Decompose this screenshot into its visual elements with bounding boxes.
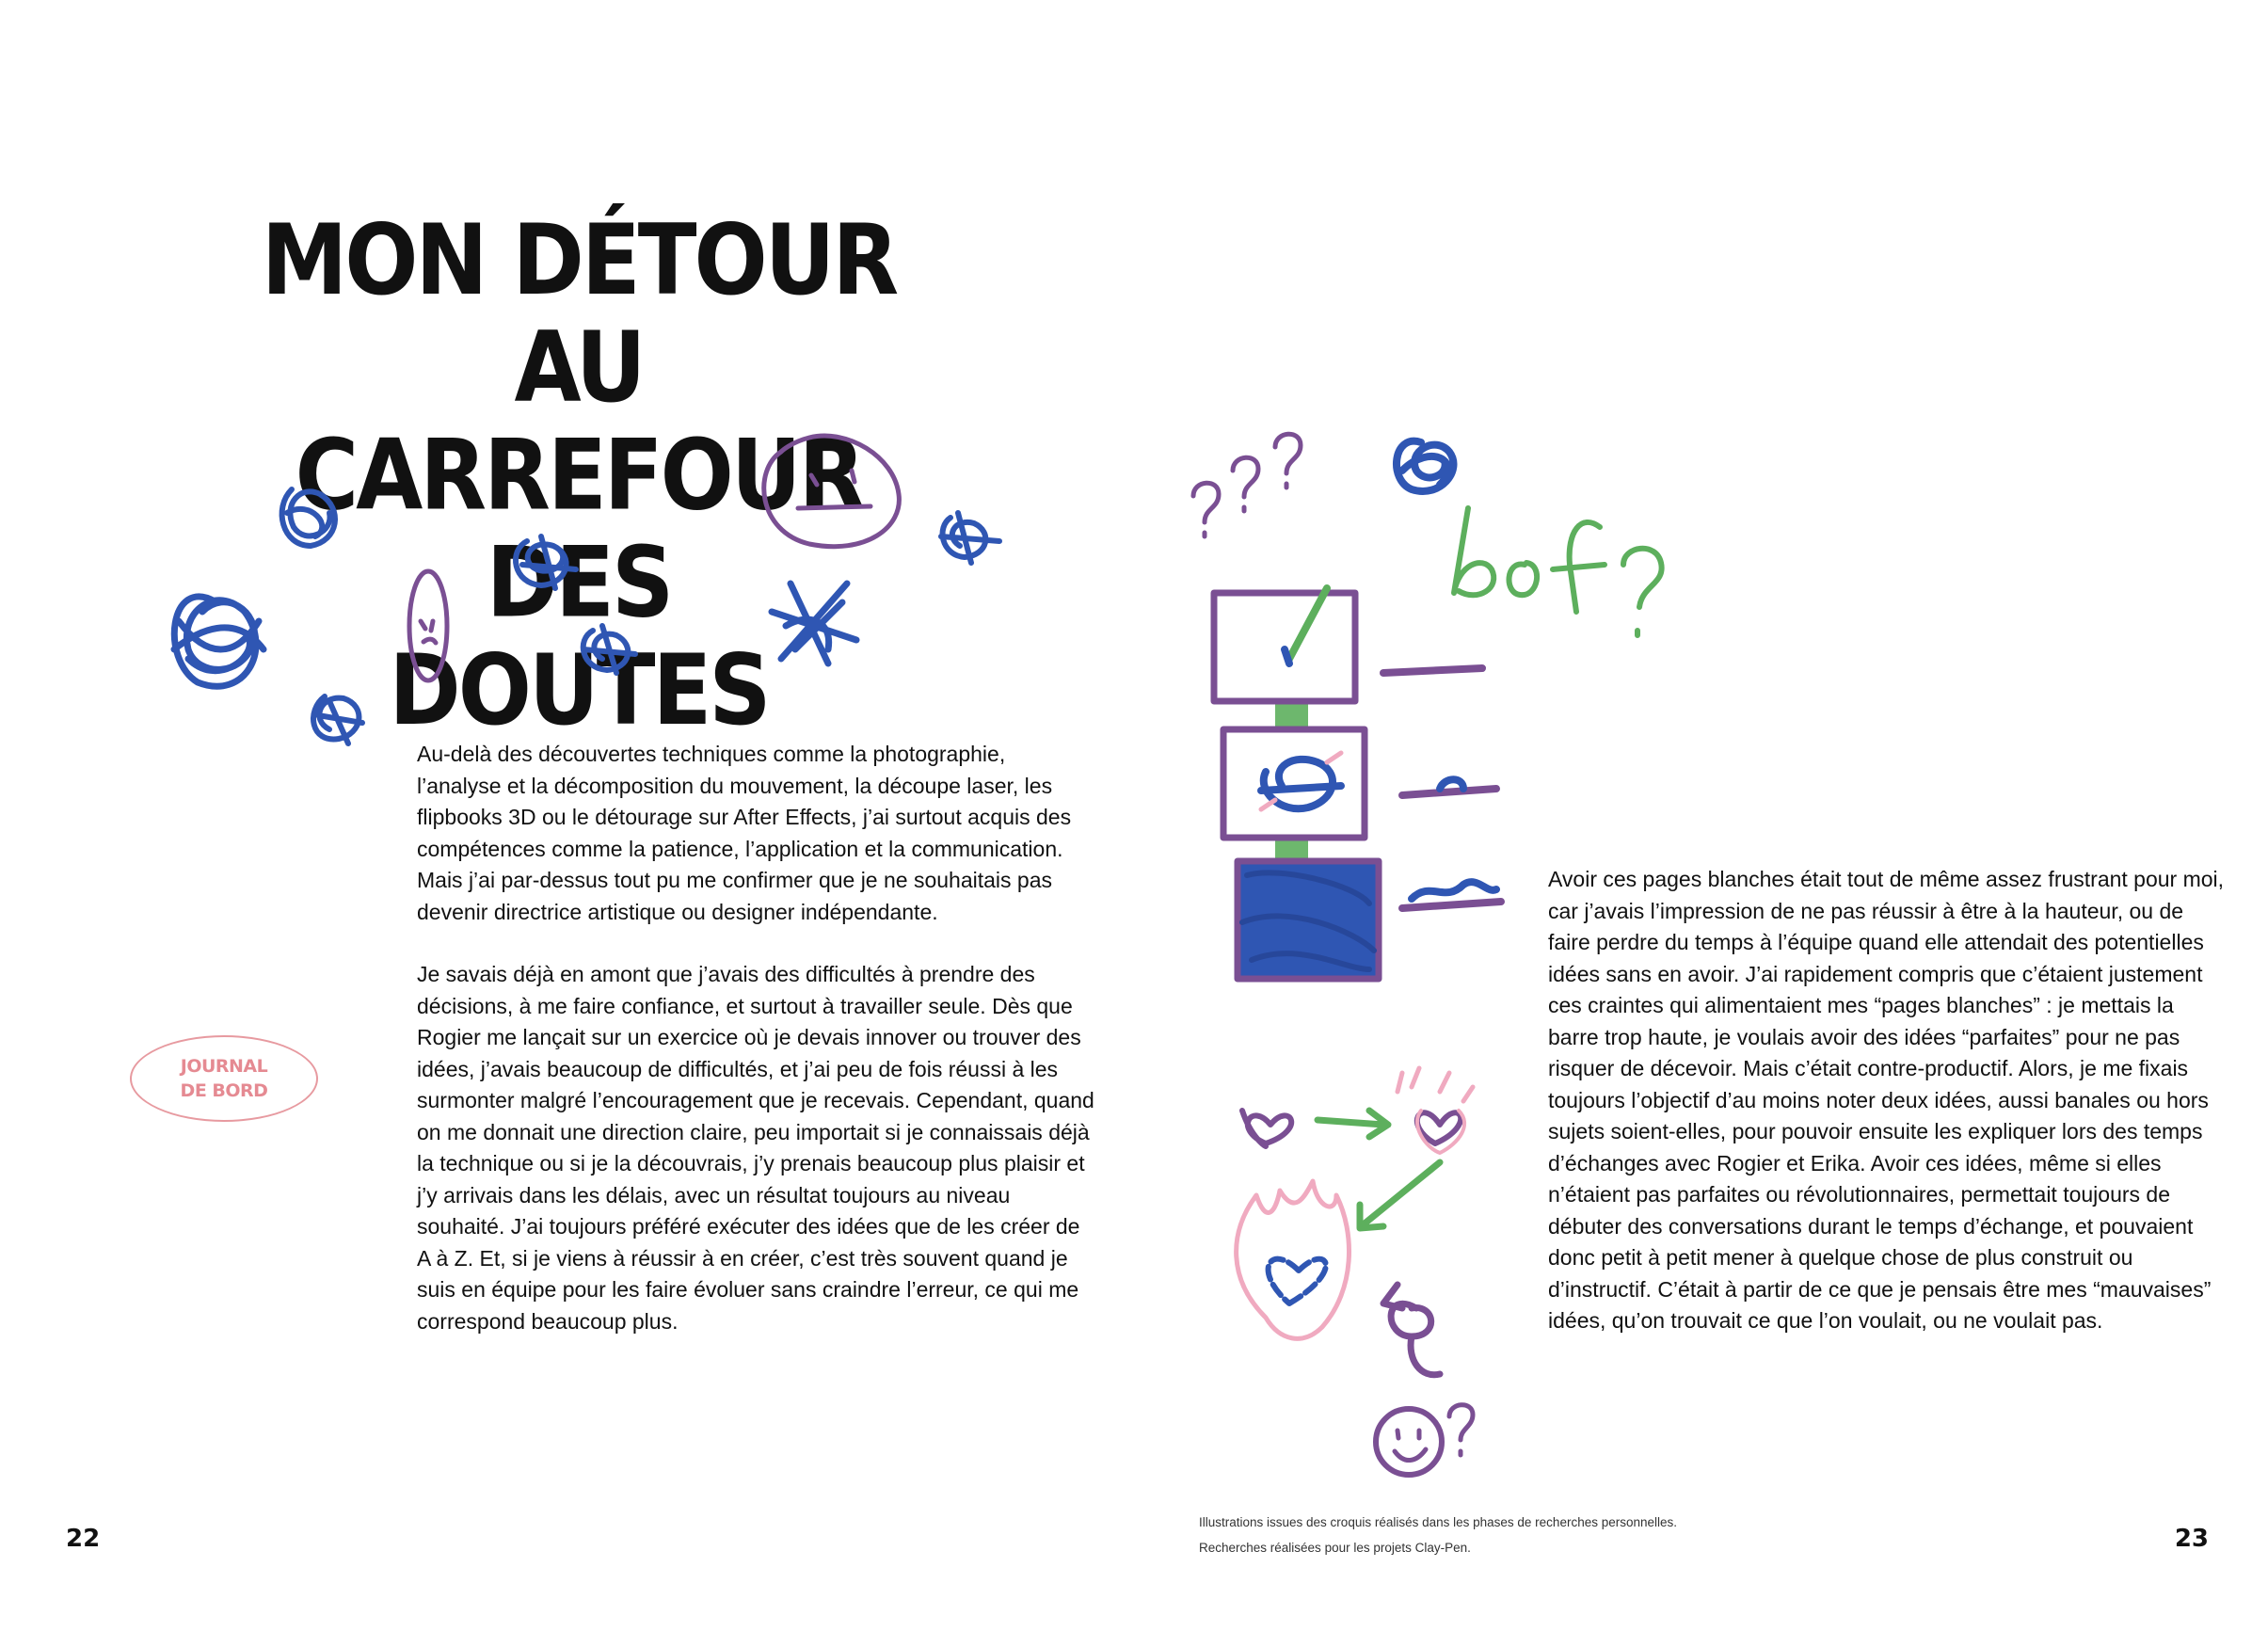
right-paragraph-1: Avoir ces pages blanches était tout de même assez frustrant pour moi, car j’avais l’impression de ne pas réussir à être à la hauteur, ou de faire perdre du temps à l’équipe quand elle attendait des potentielles idées sans en avoir. J’ai rapidement compris que c’étaient justement ces craintes qui alimentaient mes “pages blanches” : je mettais la barre trop haute, je voulais avoir des idées “parfaites” pour ne pas risquer de décevoir. Mais c’était contre-productif. Alors, je me fixais toujours l’objectif d’au moins noter deux idées, aussi banales ou hors sujets soient-elles, pour pouvoir ensuite les expliquer lors des temps d’échanges avec Rogier et Erika. Avoir ces idées, même si elles n’étaient pas parfaites ou révolutionnaires, permettait toujours de débuter des conversations durant le temps d’échange, et pouvaient donc petit à petit mener à quelque chose de plus construit ou d’instructif. C’était à partir de ce que je pensais être mes “mauvaises” idées, qu’on trouvait ce que l’on voulait, ou ne voulait pas. xyxy=(1548,867,2225,1333)
illustration-caption xyxy=(1199,1510,1858,1560)
journal-de-bord-badge xyxy=(130,1035,318,1122)
left-paragraph-2: Je savais déjà en amont que j’avais des difficultés à prendre des décisions, à me faire confiance, et surtout à travailler seule. Dès que Rogier me lançait sur un exercice où je devais innover ou trouver des idées, j’avais beaucoup de difficultés, et j’ai peu de fois réussi à les surmonter malgré l’encouragement que je recevais. Cependant, quand on me donnait une direction claire, peu importait si je connaissais déjà la technique ou si je la découvrais, j’y prenais beaucoup plus plaisir et j’y arrivais dans les délais, avec un résultat toujours au niveau souhaité. J’ai toujours préféré exécuter des idées que de les créer de A à Z. Et, si je viens à réussir à en créer, c’est très souvent quand je suis en équipe pour les faire évoluer sans craindre l’erreur, ce qui me correspond beaucoup plus. xyxy=(417,962,1094,1334)
caption-line-2: Recherches réalisées pour les projets Clay-Pen. xyxy=(1199,1541,1471,1555)
badge-line-2: DE BORD xyxy=(180,1080,268,1101)
question-marks-doodle xyxy=(1193,434,1301,536)
blue-scribble-small-1 xyxy=(282,489,335,546)
blue-star-scribble xyxy=(772,584,856,664)
page-number-left: 22 xyxy=(66,1525,101,1553)
question-marks-label: ??? xyxy=(1200,527,1202,528)
title-line-3: DOUTES xyxy=(389,633,769,747)
bof-handwriting xyxy=(1454,508,1662,635)
heart-sequence-doodle xyxy=(1237,1068,1473,1475)
page-number-right: 23 xyxy=(2174,1525,2209,1553)
badge-line-1: JOURNAL xyxy=(180,1056,268,1077)
right-column-text xyxy=(1548,864,2226,1368)
blue-scribble-small-5 xyxy=(941,513,999,563)
blue-scribble-small-3 xyxy=(516,536,576,588)
blue-scribble-large xyxy=(174,597,264,686)
caption-line-1: Illustrations issues des croquis réalisés dans les phases de recherches personnelles. xyxy=(1199,1515,1678,1529)
title-line-2: CARREFOUR DES xyxy=(295,419,863,640)
left-paragraph-1: Au-delà des découvertes techniques comme la photographie, l’analyse et la décomposition du mouvement, la découpe laser, les flipbooks 3D ou le détourage sur After Effects, j’ai surtout acquis des compétences comme la patience, l’application et la communication. Mais j’ai par-dessus tout pu me confirmer que je ne souhaitais pas devenir directrice artistique ou designer indépendante. xyxy=(417,742,1072,924)
purple-neutral-face xyxy=(764,436,900,547)
blue-scribble-small-4 xyxy=(583,626,635,673)
title-line-1: MON DÉTOUR AU xyxy=(261,203,897,424)
purple-oval-face xyxy=(409,571,447,680)
blue-scribble-small-2 xyxy=(313,696,362,744)
left-column-text xyxy=(417,739,1094,1368)
blue-swirl-doodle xyxy=(1397,441,1453,491)
storyboard-sketch xyxy=(1214,588,1501,979)
